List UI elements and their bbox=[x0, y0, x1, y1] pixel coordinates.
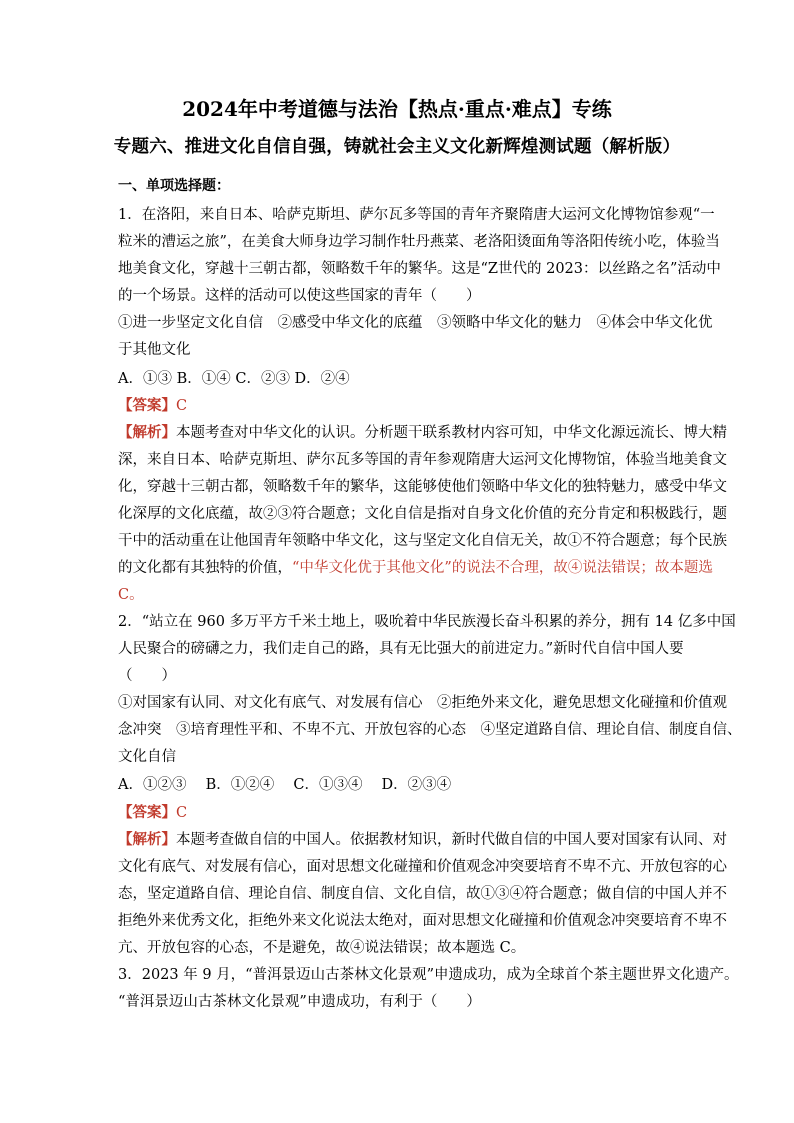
q2-analysis-line: 文化有底气、对发展有信心，面对思想文化碰撞和价值观念冲突要培育不卑不亢、开放包容的心 bbox=[118, 859, 727, 875]
q1-analysis-line: C。 bbox=[118, 587, 144, 603]
q1-stem-line: 地美食文化，穿越十三朝古都，领略数千年的繁华。这是“Z世代的 2023：以丝路之名”活动中 bbox=[118, 261, 721, 277]
q2-analysis-text: 本题考查做自信的中国人。依据教材知识，新时代做自信的中国人要对国家有认同、对 bbox=[176, 832, 727, 848]
answer-label: 【答案】 bbox=[118, 804, 176, 821]
q1-analysis-line bbox=[118, 421, 727, 442]
q1-analysis-highlight: “中华文化优于其他文化”的说法不合理，故④说法错误；故本题选 bbox=[292, 560, 713, 576]
q2-analysis-line: 态，坚定道路自信、理论自信、制度自信、文化自信，故①③④符合题意；做自信的中国人并不 bbox=[118, 886, 727, 902]
q1-analysis-line bbox=[118, 556, 713, 577]
q3-stem-line: 3．2023 年 9 月，“普洱景迈山古茶林文化景观”申遗成功，成为全球首个茶主题世界文化遗产。 bbox=[118, 967, 739, 983]
q2-options-line: ①对国家有认同、对文化有底气、对发展有信心 ②拒绝外来文化，避免思想文化碰撞和价值观 bbox=[118, 695, 727, 711]
q1-stem-line: 的一个场景。这样的活动可以使这些国家的青年（ ） bbox=[118, 288, 481, 304]
q3-stem-line: “普洱景迈山古茶林文化景观”申遗成功，有利于（ ） bbox=[118, 994, 481, 1010]
analysis-label: 【解析】 bbox=[118, 831, 176, 848]
q2-options-line: 念冲突 ③培育理性平和、不卑不亢、开放包容的心态 ④坚定道路自信、理论自信、制度自信、 bbox=[118, 722, 742, 738]
q2-stem-line: 人民聚合的磅礴之力，我们走自己的路，具有无比强大的前进定力。”新时代自信中国人要 bbox=[118, 641, 684, 657]
q1-stem-line: 1．在洛阳，来自日本、哈萨克斯坦、萨尔瓦多等国的青年齐聚隋唐大运河文化博物馆参观“一 bbox=[118, 207, 715, 223]
section-heading: 一、单项选择题： bbox=[118, 178, 230, 194]
q1-analysis-text: 本题考查对中华文化的认识。分析题干联系教材内容可知，中华文化源远流长、博大精 bbox=[176, 425, 727, 441]
q1-analysis-line: 干中的活动重在让他国青年领略中华文化，这与坚定文化自信无关，故①不符合题意；每个民族 bbox=[118, 533, 727, 549]
q2-options-line: 文化自信 bbox=[118, 749, 176, 765]
q1-analysis-text: 的文化都有其独特的价值， bbox=[118, 560, 292, 576]
q2-answer-value: C bbox=[176, 805, 188, 821]
q1-options-line: ①进一步坚定文化自信 ②感受中华文化的底蕴 ③领略中华文化的魅力 ④体会中华文化优 bbox=[118, 315, 713, 331]
q1-answer-value: C bbox=[176, 398, 188, 414]
q1-choices: A．①③ B．①④ C．②③ D．②④ bbox=[118, 371, 350, 387]
q1-answer bbox=[118, 394, 187, 415]
q2-analysis-line: 亢、开放包容的心态，不是避免，故④说法错误；故本题选 C。 bbox=[118, 940, 526, 956]
q1-stem-line: 粒米的漕运之旅”，在美食大师身边学习制作牡丹燕菜、老洛阳烫面角等洛阳传统小吃，体验当 bbox=[118, 234, 720, 250]
q2-analysis-line: 拒绝外来优秀文化，拒绝外来文化说法太绝对，面对思想文化碰撞和价值观念冲突要培育不卑不 bbox=[118, 913, 727, 929]
document-subtitle: 专题六、推进文化自信自强，铸就社会主义文化新辉煌测试题（解析版） bbox=[113, 137, 681, 157]
q1-options-line: 于其他文化 bbox=[118, 342, 191, 358]
q2-answer bbox=[118, 801, 187, 822]
q1-analysis-line: 化，穿越十三朝古都，领略数千年的繁华，这能够使他们领略中华文化的独特魅力，感受中华文 bbox=[118, 479, 727, 495]
analysis-label: 【解析】 bbox=[118, 424, 176, 441]
q2-choices: A．①②③ B．①②④ C．①③④ D．②③④ bbox=[118, 777, 452, 793]
q2-stem-line: 2．“站立在 960 多万平方千米土地上，吸吮着中华民族漫长奋斗积累的养分，拥有 14 亿多中国 bbox=[118, 614, 736, 630]
q1-analysis-line: 深，来自日本、哈萨克斯坦、萨尔瓦多等国的青年参观隋唐大运河文化博物馆，体验当地美食文 bbox=[118, 452, 727, 468]
answer-label: 【答案】 bbox=[118, 397, 176, 414]
q2-analysis-line bbox=[118, 828, 727, 849]
q1-analysis-line: 化深厚的文化底蕴，故②③符合题意；文化自信是指对自身文化价值的充分肯定和积极践行，题 bbox=[118, 506, 727, 522]
q2-stem-line: （ ） bbox=[118, 668, 176, 684]
document-title: 2024年中考道德与法治【热点·重点·难点】专练 bbox=[182, 97, 612, 121]
